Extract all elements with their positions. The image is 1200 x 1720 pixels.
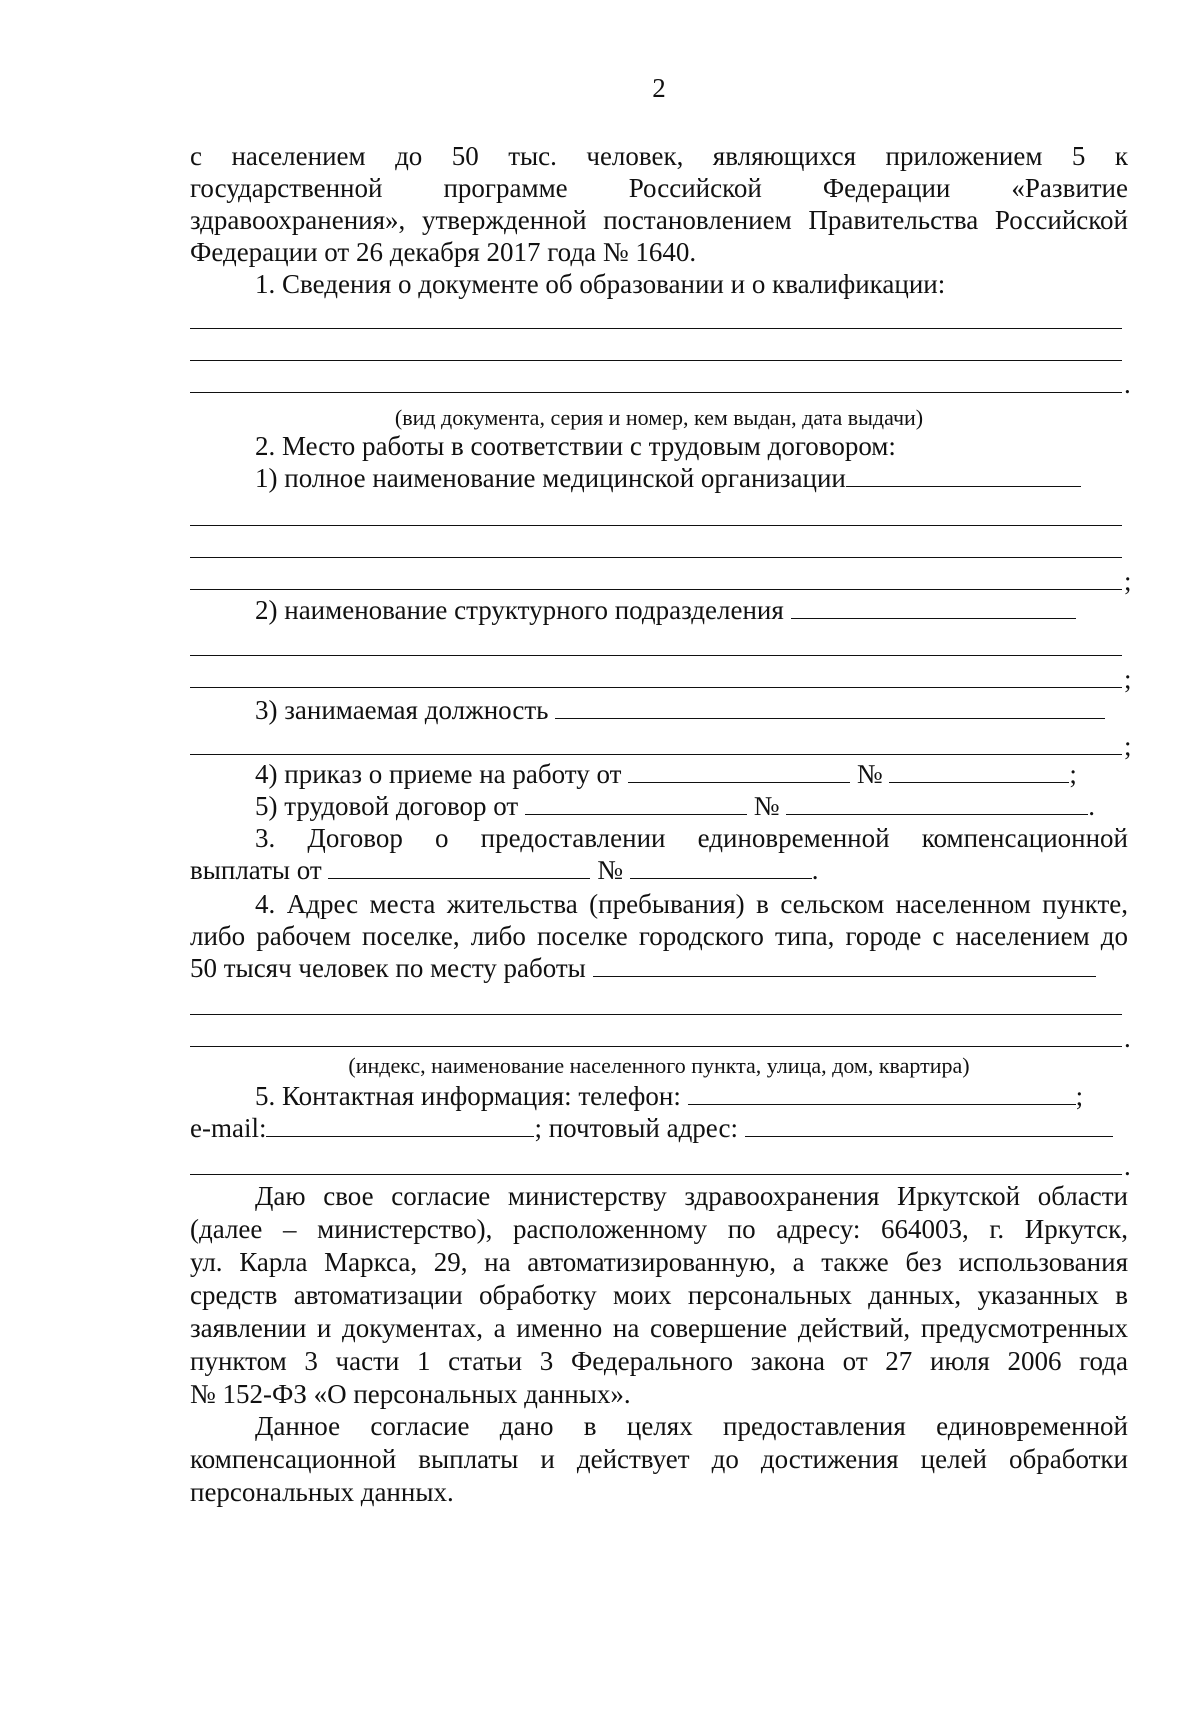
- address-line-3[interactable]: [190, 1046, 1122, 1047]
- consent-line-6: пунктом 3 части 1 статьи 3 Федерального закона от 27 июля 2006 года: [190, 1346, 1128, 1376]
- section3-line-1: 3. Договор о предоставлении единовременной компенсационной: [255, 823, 1128, 853]
- org-name-field[interactable]: [846, 466, 1081, 487]
- address-line-2[interactable]: [190, 1014, 1122, 1015]
- section4-row-3: [190, 952, 1128, 984]
- compensation-contract-number-field[interactable]: [630, 858, 812, 879]
- section3-line-2: выплаты от: [190, 855, 322, 885]
- postal-address-label: ; почтовый адрес:: [534, 1113, 738, 1143]
- section2-item4-label: 4) приказ о приеме на работу от: [255, 759, 622, 789]
- education-doc-line-3[interactable]: [190, 392, 1122, 393]
- department-line-2[interactable]: [190, 655, 1122, 656]
- intro-line-2: государственной программе Российской Федерации «Развитие: [190, 173, 1128, 203]
- section5-row-1: [255, 1080, 1128, 1112]
- purpose-line-1: Данное согласие дано в целях предоставления единовременной: [255, 1411, 1128, 1441]
- semicolon-mark: ;: [1124, 664, 1132, 694]
- address-caption: (индекс, наименование населенного пункта, улица, дом, квартира): [348, 1053, 970, 1078]
- section2-item3-label: 3) занимаемая должность: [255, 695, 549, 725]
- department-field[interactable]: [791, 598, 1076, 619]
- period-mark: .: [1124, 369, 1131, 399]
- number-sign: №: [856, 759, 883, 789]
- labor-contract-number-field[interactable]: [786, 794, 1088, 815]
- section3-row-2: [190, 854, 1128, 886]
- section2-item2-row: [255, 594, 1128, 626]
- education-doc-line-2[interactable]: [190, 360, 1122, 361]
- org-name-line-2[interactable]: [190, 525, 1122, 526]
- section2-item5-row: [255, 790, 1128, 822]
- email-label: e-mail:: [190, 1113, 267, 1143]
- semicolon-mark: ;: [1124, 731, 1132, 761]
- section2-item1-label: 1) полное наименование медицинской организации: [255, 463, 846, 493]
- section4-line-3: 50 тысяч человек по месту работы: [190, 953, 586, 983]
- purpose-line-2: компенсационной выплаты и действует до достижения целей обработки: [190, 1444, 1128, 1474]
- education-doc-caption: (вид документа, серия и номер, кем выдан, дата выдачи): [394, 405, 924, 430]
- consent-line-5: заявлении и документах, а именно на совершение действий, предусмотренных: [190, 1313, 1128, 1343]
- period-mark: .: [811, 855, 819, 885]
- hiring-order-date-field[interactable]: [628, 762, 850, 783]
- postal-address-line-2[interactable]: [190, 1174, 1122, 1175]
- section2-heading: 2. Место работы в соответствии с трудовым договором:: [255, 431, 896, 461]
- semicolon-mark: ;: [1075, 1081, 1084, 1111]
- period-mark: .: [1088, 791, 1095, 821]
- education-doc-line-1[interactable]: [190, 328, 1122, 329]
- address-field[interactable]: [593, 956, 1096, 977]
- org-name-line-3[interactable]: [190, 557, 1122, 558]
- section4-line-1: 4. Адрес места жительства (пребывания) в сельском населенном пункте,: [255, 889, 1128, 919]
- number-sign: №: [597, 855, 623, 885]
- hiring-order-number-field[interactable]: [889, 762, 1069, 783]
- consent-line-1: Даю свое согласие министерству здравоохранения Иркутской области: [255, 1181, 1128, 1211]
- section5-line-1: 5. Контактная информация: телефон:: [255, 1081, 681, 1111]
- period-mark: .: [1124, 1023, 1131, 1053]
- period-mark: .: [1124, 1151, 1131, 1181]
- section5-row-2: [190, 1112, 1128, 1144]
- semicolon-mark: ;: [1069, 759, 1077, 789]
- purpose-line-3: персональных данных.: [190, 1477, 454, 1507]
- email-field[interactable]: [266, 1116, 534, 1137]
- consent-line-4: средств автоматизации обработку моих персональных данных, указанных в: [190, 1280, 1128, 1310]
- section2-item3-row: [255, 694, 1128, 726]
- postal-address-field[interactable]: [745, 1116, 1113, 1137]
- intro-line-1: с населением до 50 тыс. человек, являющихся приложением 5 к: [190, 141, 1128, 171]
- org-name-line-4[interactable]: [190, 589, 1122, 590]
- section4-line-2: либо рабочем поселке, либо поселке городского типа, городе с населением до: [190, 921, 1128, 951]
- position-line-2[interactable]: [190, 754, 1122, 755]
- semicolon-mark: ;: [1124, 566, 1132, 596]
- section2-item2-label: 2) наименование структурного подразделения: [255, 595, 784, 625]
- department-line-3[interactable]: [190, 687, 1122, 688]
- compensation-contract-date-field[interactable]: [328, 858, 590, 879]
- section1-heading: 1. Сведения о документе об образовании и о квалификации:: [255, 269, 946, 299]
- intro-line-3: здравоохранения», утвержденной постановлением Правительства Российской: [190, 205, 1128, 235]
- consent-line-7: № 152-ФЗ «О персональных данных».: [190, 1379, 631, 1409]
- number-sign: №: [753, 791, 780, 821]
- page-number: 2: [652, 73, 666, 103]
- consent-line-3: ул. Карла Маркса, 29, на автоматизированную, а также без использования: [190, 1247, 1128, 1277]
- section2-item5-label: 5) трудовой договор от: [255, 791, 519, 821]
- consent-line-2: (далее – министерство), расположенному по адресу: 664003, г. Иркутск,: [190, 1214, 1128, 1244]
- position-field[interactable]: [555, 698, 1105, 719]
- intro-line-4: Федерации от 26 декабря 2017 года № 1640.: [190, 237, 697, 267]
- section2-item1-row: [255, 462, 1128, 494]
- phone-field[interactable]: [688, 1084, 1076, 1105]
- section2-item4-row: [255, 758, 1128, 790]
- labor-contract-date-field[interactable]: [525, 794, 747, 815]
